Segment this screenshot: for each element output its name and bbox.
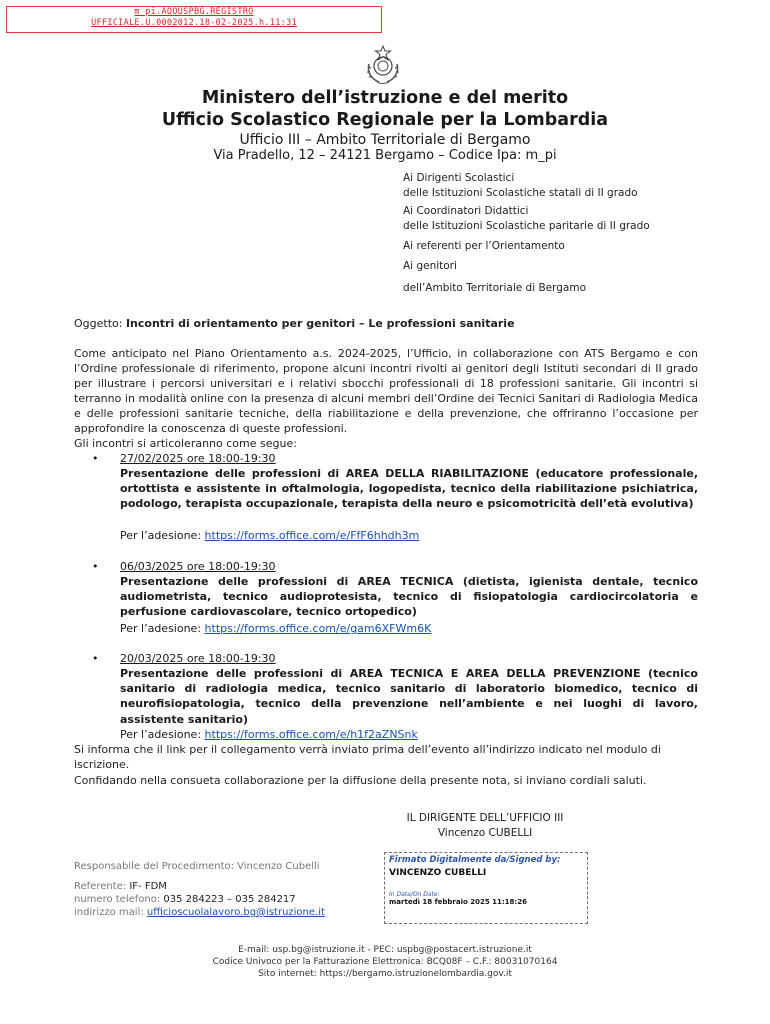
recipient-line: delle Istituzioni Scolastiche paritarie di II grado — [403, 220, 650, 232]
meeting-3-link[interactable]: https://forms.office.com/e/h1f2aZNSnk — [204, 728, 418, 741]
join-label: Per l’adesione: — [120, 728, 202, 741]
meeting-2-link[interactable]: https://forms.office.com/e/gam6XFWm6K — [204, 622, 432, 635]
bullet-icon: • — [92, 452, 99, 465]
mail-link[interactable]: ufficioscuolalavoro.bg@istruzione.it — [146, 907, 325, 918]
meeting-1-date: 27/02/2025 ore 18:00-19:30 — [120, 452, 276, 465]
recipient-line: delle Istituzioni Scolastiche statali di II grado — [403, 187, 638, 199]
republic-emblem-icon — [361, 42, 405, 86]
list-intro: Gli incontri si articoleranno come segue: — [74, 437, 297, 450]
digital-signature-box — [384, 852, 588, 924]
subject-label: Oggetto: — [74, 317, 123, 330]
footer-website: Sito internet: https://bergamo.istruzionelombardia.gov.it — [258, 969, 512, 979]
protocol-line-2: UFFICIALE.U.0002012.18-02-2025.h.11:31 — [91, 18, 297, 28]
meeting-1-join — [120, 528, 419, 543]
meeting-3-date: 20/03/2025 ore 18:00-19:30 — [120, 652, 276, 665]
subject-line — [74, 316, 698, 331]
info-paragraph: Si informa che il link per il collegamento verrà inviato prima dell’evento all’indirizzo indicato nel modulo di iscrizione. — [74, 743, 661, 771]
regional-office-title: Ufficio Scolastico Regionale per la Lombardia — [161, 110, 609, 130]
bullet-icon: • — [92, 652, 99, 665]
signature-date: martedì 18 febbraio 2025 11:18:26 — [389, 898, 527, 906]
referent-label: Referente: — [74, 881, 127, 892]
signer-name: Vincenzo CUBELLI — [437, 827, 533, 839]
protocol-stamp — [6, 6, 382, 33]
subject-text: Incontri di orientamento per genitori – Le professioni sanitarie — [125, 317, 515, 330]
signer-role: IL DIRIGENTE DELL’UFFICIO III — [406, 812, 564, 824]
responsible-line: Responsabile del Procedimento: Vincenzo Cubelli — [74, 861, 320, 872]
signed-by-label: Firmato Digitalmente da/Signed by: — [389, 855, 561, 865]
signature-date-label: In Data/On Date: — [389, 891, 440, 898]
recipient-line: dell’Ambito Territoriale di Bergamo — [403, 282, 587, 294]
office-address: Via Pradello, 12 – 24121 Bergamo – Codice Ipa: m_pi — [213, 148, 557, 163]
join-label: Per l’adesione: — [120, 529, 202, 542]
recipient-line: Ai Coordinatori Didattici — [403, 205, 529, 217]
footer-email: E-mail: usp.bg@istruzione.it - PEC: uspbg@postacert.istruzione.it — [238, 945, 532, 955]
recipient-line: Ai referenti per l’Orientamento — [403, 240, 565, 252]
meeting-2-join — [120, 621, 431, 636]
mail-label: indirizzo mail: — [74, 907, 144, 918]
mail-line — [74, 906, 325, 919]
closing-paragraph: Confidando nella consueta collaborazione per la diffusione della presente nota, si inviano cordiali saluti. — [74, 774, 647, 787]
meeting-2-date: 06/03/2025 ore 18:00-19:30 — [120, 560, 276, 573]
ministry-title: Ministero dell’istruzione e del merito — [201, 88, 569, 108]
phone-label: numero telefono: — [74, 894, 161, 905]
meeting-2-title: Presentazione delle professioni di AREA TECNICA (dietista, igienista dentale, tecnico audiometrista, tecnico audioprotesista, tecnico di fisiopatologia cardiocircolatoria e perfusione cardiovascolare, tecnico ortopedico) — [120, 575, 698, 619]
meeting-1-link[interactable]: https://forms.office.com/e/FfF6hhdh3m — [204, 529, 420, 542]
meeting-1-title: Presentazione delle professioni di AREA DELLA RIABILITAZIONE (educatore professionale, ortottista e assistente in oftalmologia, logopedista, tecnico della riabilitazione psichiatrica, podologo, terapista occupazionale, terapista della neuro e psicomotricità dell’età evolutiva) — [120, 467, 698, 511]
recipient-line: Ai Dirigenti Scolastici — [403, 172, 515, 184]
phone-value: 035 284223 – 035 284217 — [163, 894, 296, 905]
bullet-icon: • — [92, 560, 99, 573]
referent-line — [74, 880, 167, 893]
sub-office-title: Ufficio III – Ambito Territoriale di Bergamo — [239, 132, 531, 148]
phone-line — [74, 893, 296, 906]
join-label: Per l’adesione: — [120, 622, 202, 635]
footer-billing: Codice Univoco per la Fatturazione Elettronica: BCQ08F – C.F.: 80031070164 — [212, 957, 558, 967]
referent-value: IF- FDM — [129, 881, 167, 892]
meeting-3-title: Presentazione delle professioni di AREA TECNICA E AREA DELLA PREVENZIONE (tecnico sanitario di radiologia medica, tecnico sanitario di laboratorio biomedico, tecnico di neurofisiopatologia, tecnico della prevenzione nell’ambiente e nei luoghi di lavoro, assistente sanitario) — [120, 667, 698, 726]
intro-paragraph: Come anticipato nel Piano Orientamento a.s. 2024-2025, l’Ufficio, in collaborazione con ATS Bergamo e con l’Ordine professionale di riferimento, propone alcuni incontri rivolti ai genitori degli Istituti secondari di II grado per illustrare i percorsi universitari e i relativi sbocchi professionali di 18 professioni sanitarie. Gli incontri si terranno in modalità online con la presenza di alcuni membri dell’Ordine dei Tecnici Sanitari di Radiologia Medica e delle professioni sanitarie tecniche, della riabilitazione e della prevenzione, che offriranno l’occasione per approfondire la conoscenza di queste professioni. — [74, 347, 698, 435]
meeting-3-join — [120, 727, 418, 742]
protocol-line-1: m_pi.AOOUSPBG.REGISTRO — [134, 7, 254, 17]
recipient-line: Ai genitori — [403, 260, 457, 272]
signature-name: VINCENZO CUBELLI — [389, 868, 487, 878]
